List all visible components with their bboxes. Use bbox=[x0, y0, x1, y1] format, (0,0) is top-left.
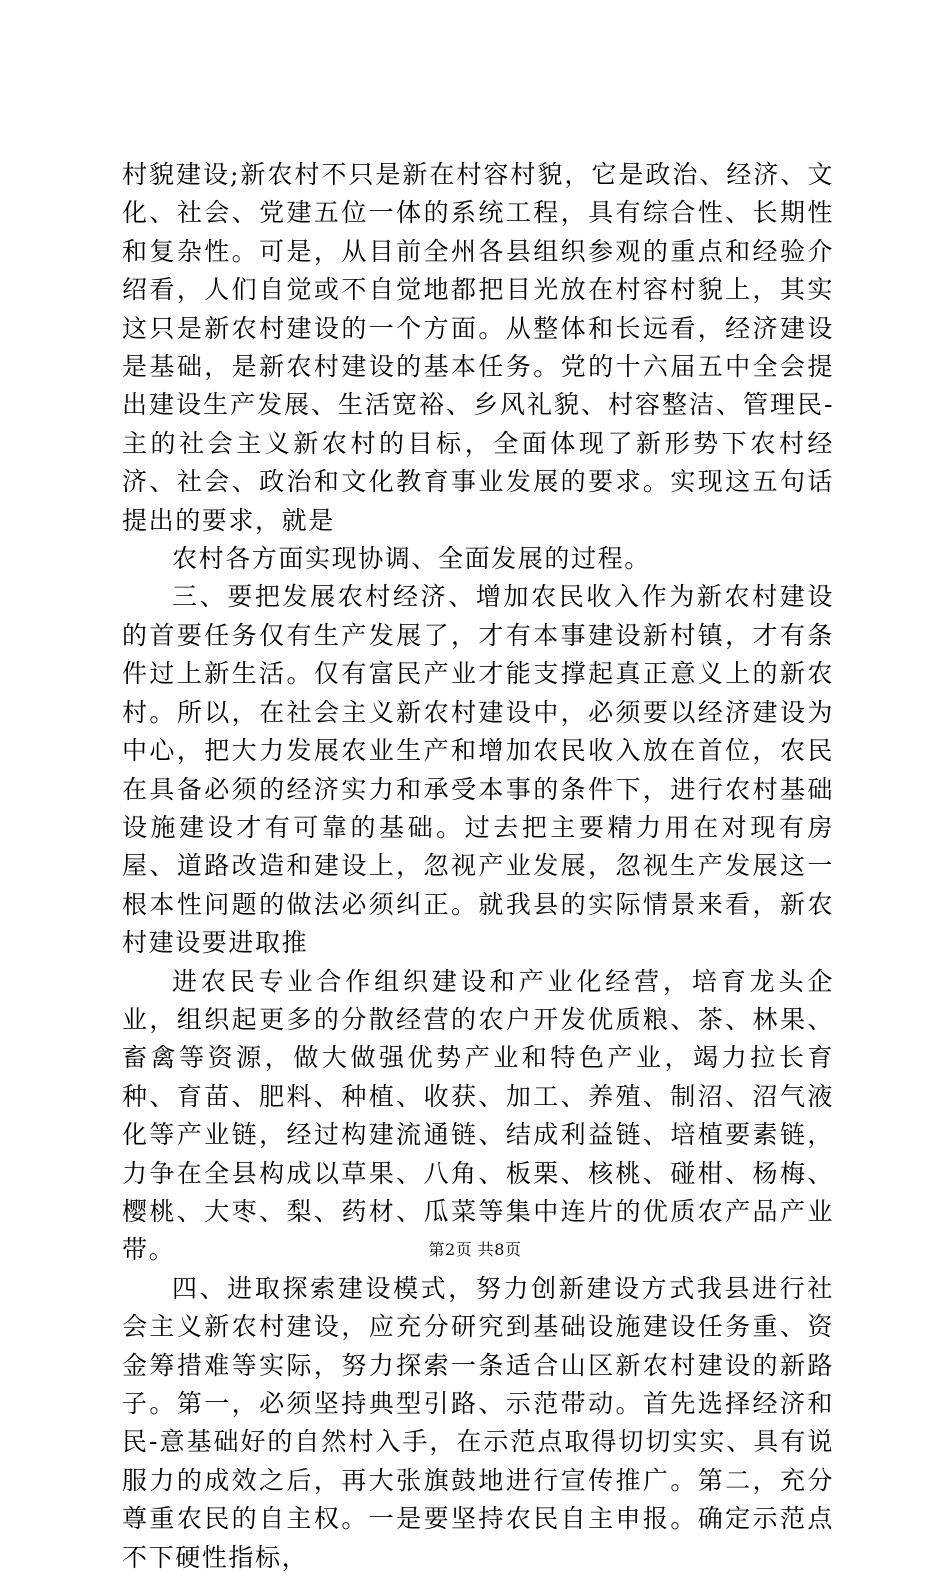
paragraph-continued: 村貌建设;新农村不只是新在村容村貌，它是政治、经济、文化、社会、党建五位一体的系统工程，具有综合性、长期性和复杂性。可是，从目前全州各县组织参观的重点和经验介绍看，人们自觉或不自觉地都把目光放在村容村貌上，其实这只是新农村建设的一个方面。从整体和长远看，经济建设是基础，是新农村建设的基本任务。党的十六届五中全会提出建设生产发展、生活宽裕、乡风礼貌、村容整洁、管理民-主的社会主义新农村的目标，全面体现了新形势下农村经济、社会、政治和文化教育事业发展的要求。实现这五句话提出的要求，就是 bbox=[122, 160, 834, 535]
paragraph-section-four: 四、进取探索建设模式，努力创新建设方式我县进行社会主义新农村建设，应充分研究到基础设施建设任务重、资金筹措难等实际，努力探索一条适合山区新农村建设的新路子。第一，必须坚持典型引路、示范带动。首先选择经济和民-意基础好的自然村入手，在示范点取得切切实实、具有说服力的成效之后，再大张旗鼓地进行宣传推广。第二，充分尊重农民的自主权。一是要坚持农民自主申报。确定示范点不下硬性指标， bbox=[122, 1273, 834, 1572]
paragraph-overall-development: 农村各方面实现协调、全面发展的过程。 bbox=[172, 544, 651, 574]
paragraph-section-three: 三、要把发展农村经济、增加农民收入作为新农村建设的首要任务仅有生产发展了，才有本事建设新村镇，才有条件过上新生活。仅有富民产业才能支撑起真正意义上的新农村。所以，在社会主义新农村建设中，必须要以经济建设为中心，把大力发展农业生产和增加农民收入放在首位，农民在具备必须的经济实力和承受本事的条件下，进行农村基础设施建设才有可靠的基础。过去把主要精力用在对现有房屋、道路改造和建设上，忽视产业发展，忽视生产发展这一根本性问题的做法必须纠正。就我县的实际情景来看，新农村建设要进取推 bbox=[122, 582, 834, 958]
page-number-footer: 第2页 共8页 bbox=[428, 1240, 522, 1259]
document-body bbox=[122, 156, 834, 1577]
paragraph-industry-chain: 进农民专业合作组织建设和产业化经营，培育龙头企业，组织起更多的分散经营的农户开发优质粮、茶、林果、畜禽等资源，做大做强优势产业和特色产业，竭力拉长育种、育苗、肥料、种植、收获、加工、养殖、制沼、沼气液化等产业链，经过构建流通链、结成利益链、培植要素链，力争在全县构成以草果、八角、板栗、核桃、碰柑、杨梅、樱桃、大枣、梨、药材、瓜菜等集中连片的优质农产品产业带。 bbox=[122, 966, 834, 1265]
